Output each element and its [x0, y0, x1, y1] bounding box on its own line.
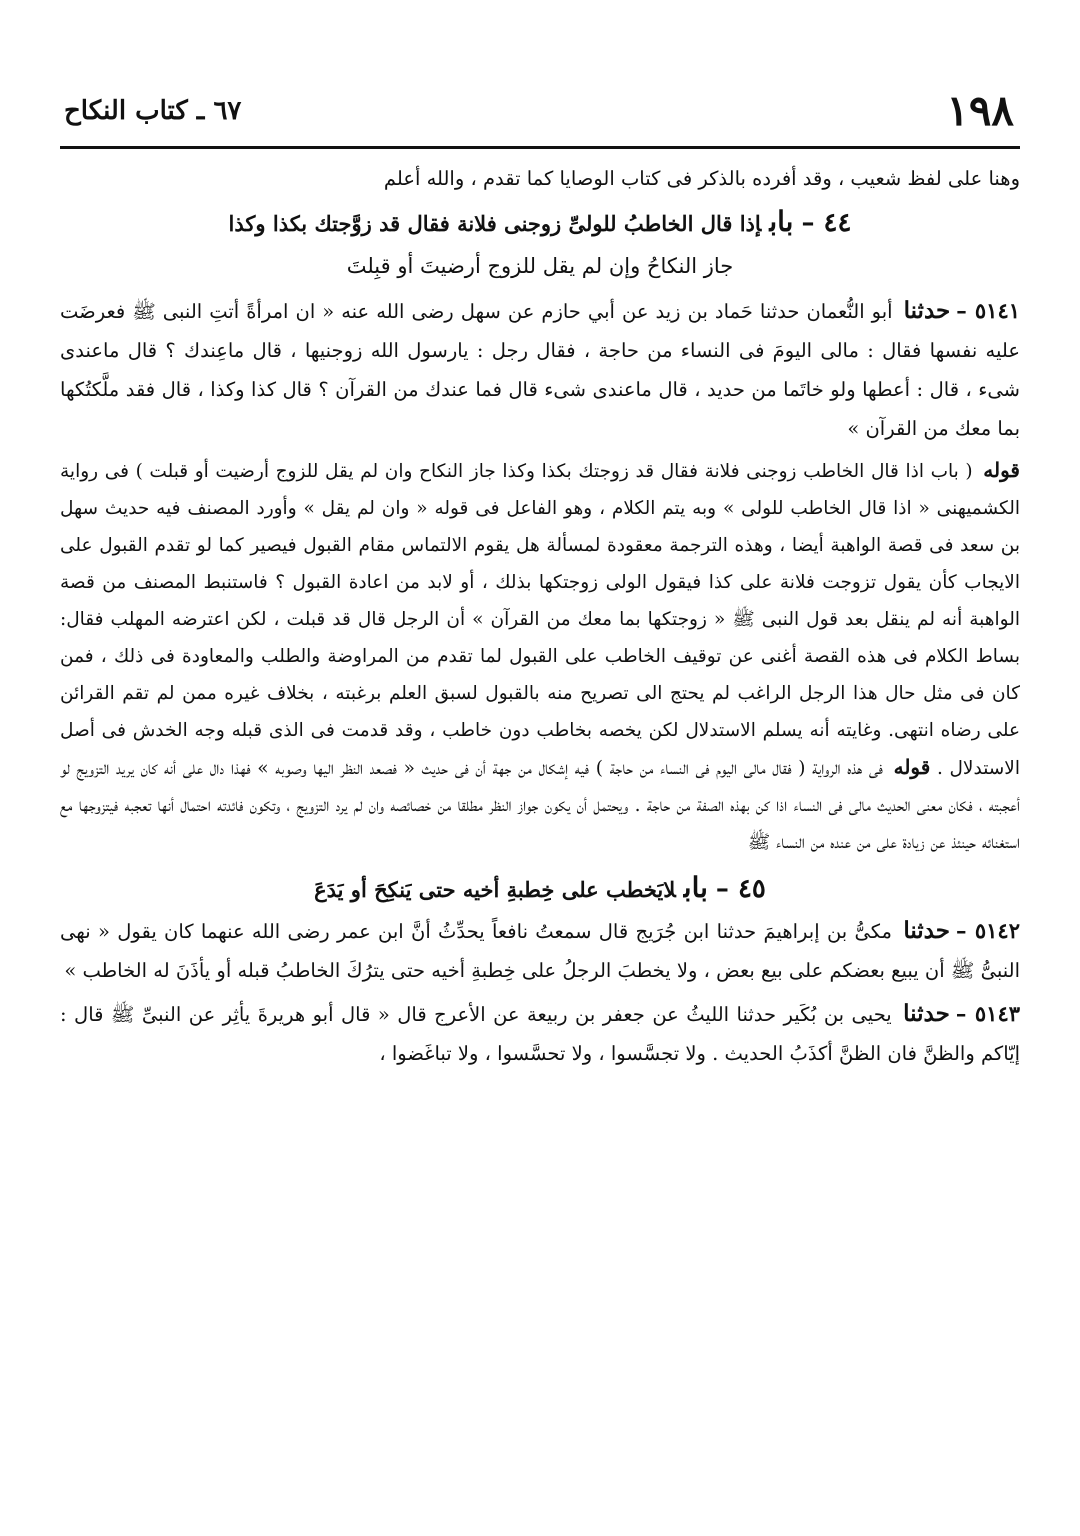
chapter-45-word: باب: [683, 871, 708, 904]
hadith-5142-text: مكىُّ بن إبراهيمَ حدثنا ابن جُرَيج قال سمعتُ نافعاً يحدِّثُ أنَّ ابن عمر رضى الله عنهما كان يقول « نهى النبىُّ ﷺ أن يبيع بعضكم على بيع بعض ، ولا يخطبَ الرجلُ على خِطبةِ أخيه حتى يترُكَ الخاطبُ قبله أو يأذَنَ له الخاطب »: [60, 920, 1020, 982]
chapter-44-word: باب: [769, 205, 794, 238]
hadith-5143-number: ٥١٤٣ –: [955, 1001, 1020, 1026]
commentary-44: [60, 452, 1020, 861]
commentary-text: ( باب اذا قال الخاطب زوجنى فلانة فقال قد زوجتك بكذا وكذا جاز النكاح وان لم يقل للزوج أرضيت أو قبلت ) فى رواية الكشميهنى « اذا قال الخاطب للولى » وبه يتم الكلام ، وهو الفاعل فى قوله « وان لم يقل » وأورد المصنف فيه حديث سهل بن سعد فى قصة الواهبة أيضا ، وهذه الترجمة معقودة لمسألة هل يقوم الالتماس مقام القبول فيصير كما لو تقدم القبول على الايجاب كأن يقول تزوجت فلانة على كذا فيقول الولى زوجتكها بذلك ، أو لابد من اعادة القبول ؟ فاستنبط المصنف من قصة الواهبة أنه لم ينقل بعد قول النبى ﷺ « زوجتكها بما معك من القرآن » أن الرجل قال قد قبلت ، لكن اعترضه المهلب فقال: بساط الكلام فى هذه القصة أغنى عن توقيف الخاطب على القبول لما تقدم من المراوضة والطلب والمعاودة فى ذلك ، فمن كان فى مثل حال هذا الرجل الراغب لم يحتج الى تصريح منه بالقبول لسبق العلم برغبته ، بخلاف غيره ممن لم تقم القرائن على رضاه انتهى. وغايته أنه يسلم الاستدلال لكن يخصه بخاطب دون خاطب ، وقد قدمت فى الذى قبله وجه الخدش فى أصل الاستدلال .: [60, 461, 1020, 779]
hadith-5141-text: أبو النُّعمان حدثنا حَماد بن زيد عن أبي حازم عن سهل رضى الله عنه « ان امرأةً أتتِ النبى ﷺ فعرضَت عليه نفسها فقال : مالى اليومَ فى النساء من حاجة ، فقال رجل : يارسول الله زوجنيها ، قال ماعِندك ؟ قال ماعندى شىء ، قال : أعطها ولو خاتَما من حديد ، قال ماعندى شىء قال فما عندك من القرآن ؟ قال كذا وكذا ، قال فقد ملَّكتُكها بما معك من القرآن »: [60, 300, 1020, 440]
commentary-text-2: فى هذه الرواية ( فقال مالى اليوم فى النساء من حاجة ) فيه إشكال من جهة أن فى حديث « فصعد النظر اليها وصوبه » فهذا دال على أنه كان يريد التزويج لو أعجبته ، فكان معنى الحديث مالى فى النساء اذا كن بهذه الصفة من حاجة . ويحتمل أن يكون جواز النظر مطلقا من خصائصه وان لم يرد التزويج ، وتكون فائدته احتمال أنها تعجبه فيتزوجها مع استغنائه حينئذ عن زيادة على من عنده من النساء ﷺ: [60, 758, 1020, 853]
page-content: [60, 149, 1020, 1073]
chapter-44-heading: [60, 201, 1020, 245]
chapter-45-heading: [60, 867, 1020, 911]
chapter-44-subtitle: جاز النكاحُ وإن لم يقل للزوج أرضيتَ أو قبِلتَ: [346, 254, 734, 278]
hadith-5142-number: ٥١٤٢ –: [955, 918, 1020, 943]
hadith-5141-word: حدثنا: [903, 297, 951, 324]
document-page: [60, 88, 1020, 1508]
hadith-5141: [60, 291, 1020, 448]
intro-line: وهنا على لفظ شعيب ، وقد أفرده بالذكر فى كتاب الوصايا كما تقدم ، والله أعلم: [383, 167, 1020, 190]
page-number: ١٩٨: [946, 88, 1014, 135]
chapter-45-number: ٤٥ –: [715, 874, 766, 904]
hadith-5142: [60, 911, 1020, 990]
commentary-lead-2: قوله: [893, 755, 931, 779]
hadith-5143-text: يحيى بن بُكَير حدثنا الليثُ عن جعفر بن ربيعة عن الأعرج قال « قال أبو هريرةَ يأثِر عن النبىِّ ﷺ قال : إيّاكم والظنَّ فان الظنَّ أكذَبُ الحديث . ولا تجسَّسوا ، ولا تحسَّسوا ، ولا تباغَضوا ،: [60, 1003, 1020, 1065]
chapter-44-title: إذا قال الخاطبُ للولىِّ زوجنى فلانة فقال قد زوَّجتك بكذا وكذا: [228, 211, 762, 236]
running-title: ٦٧ ـ كتاب النكاح: [64, 96, 242, 126]
chapter-44-number: ٤٤ –: [801, 208, 852, 238]
commentary-lead: قوله: [983, 458, 1020, 482]
hadith-5143-word: حدثنا: [903, 1000, 950, 1027]
chapter-45-title: لايَخطب على خِطبةِ أخيه حتى يَنكِحَ أو يَدَعَ: [314, 877, 676, 902]
hadith-5142-word: حدثنا: [903, 917, 950, 944]
hadith-5143: [60, 994, 1020, 1073]
page-header: [60, 88, 1020, 149]
hadith-5141-number: ٥١٤١ –: [956, 298, 1020, 323]
